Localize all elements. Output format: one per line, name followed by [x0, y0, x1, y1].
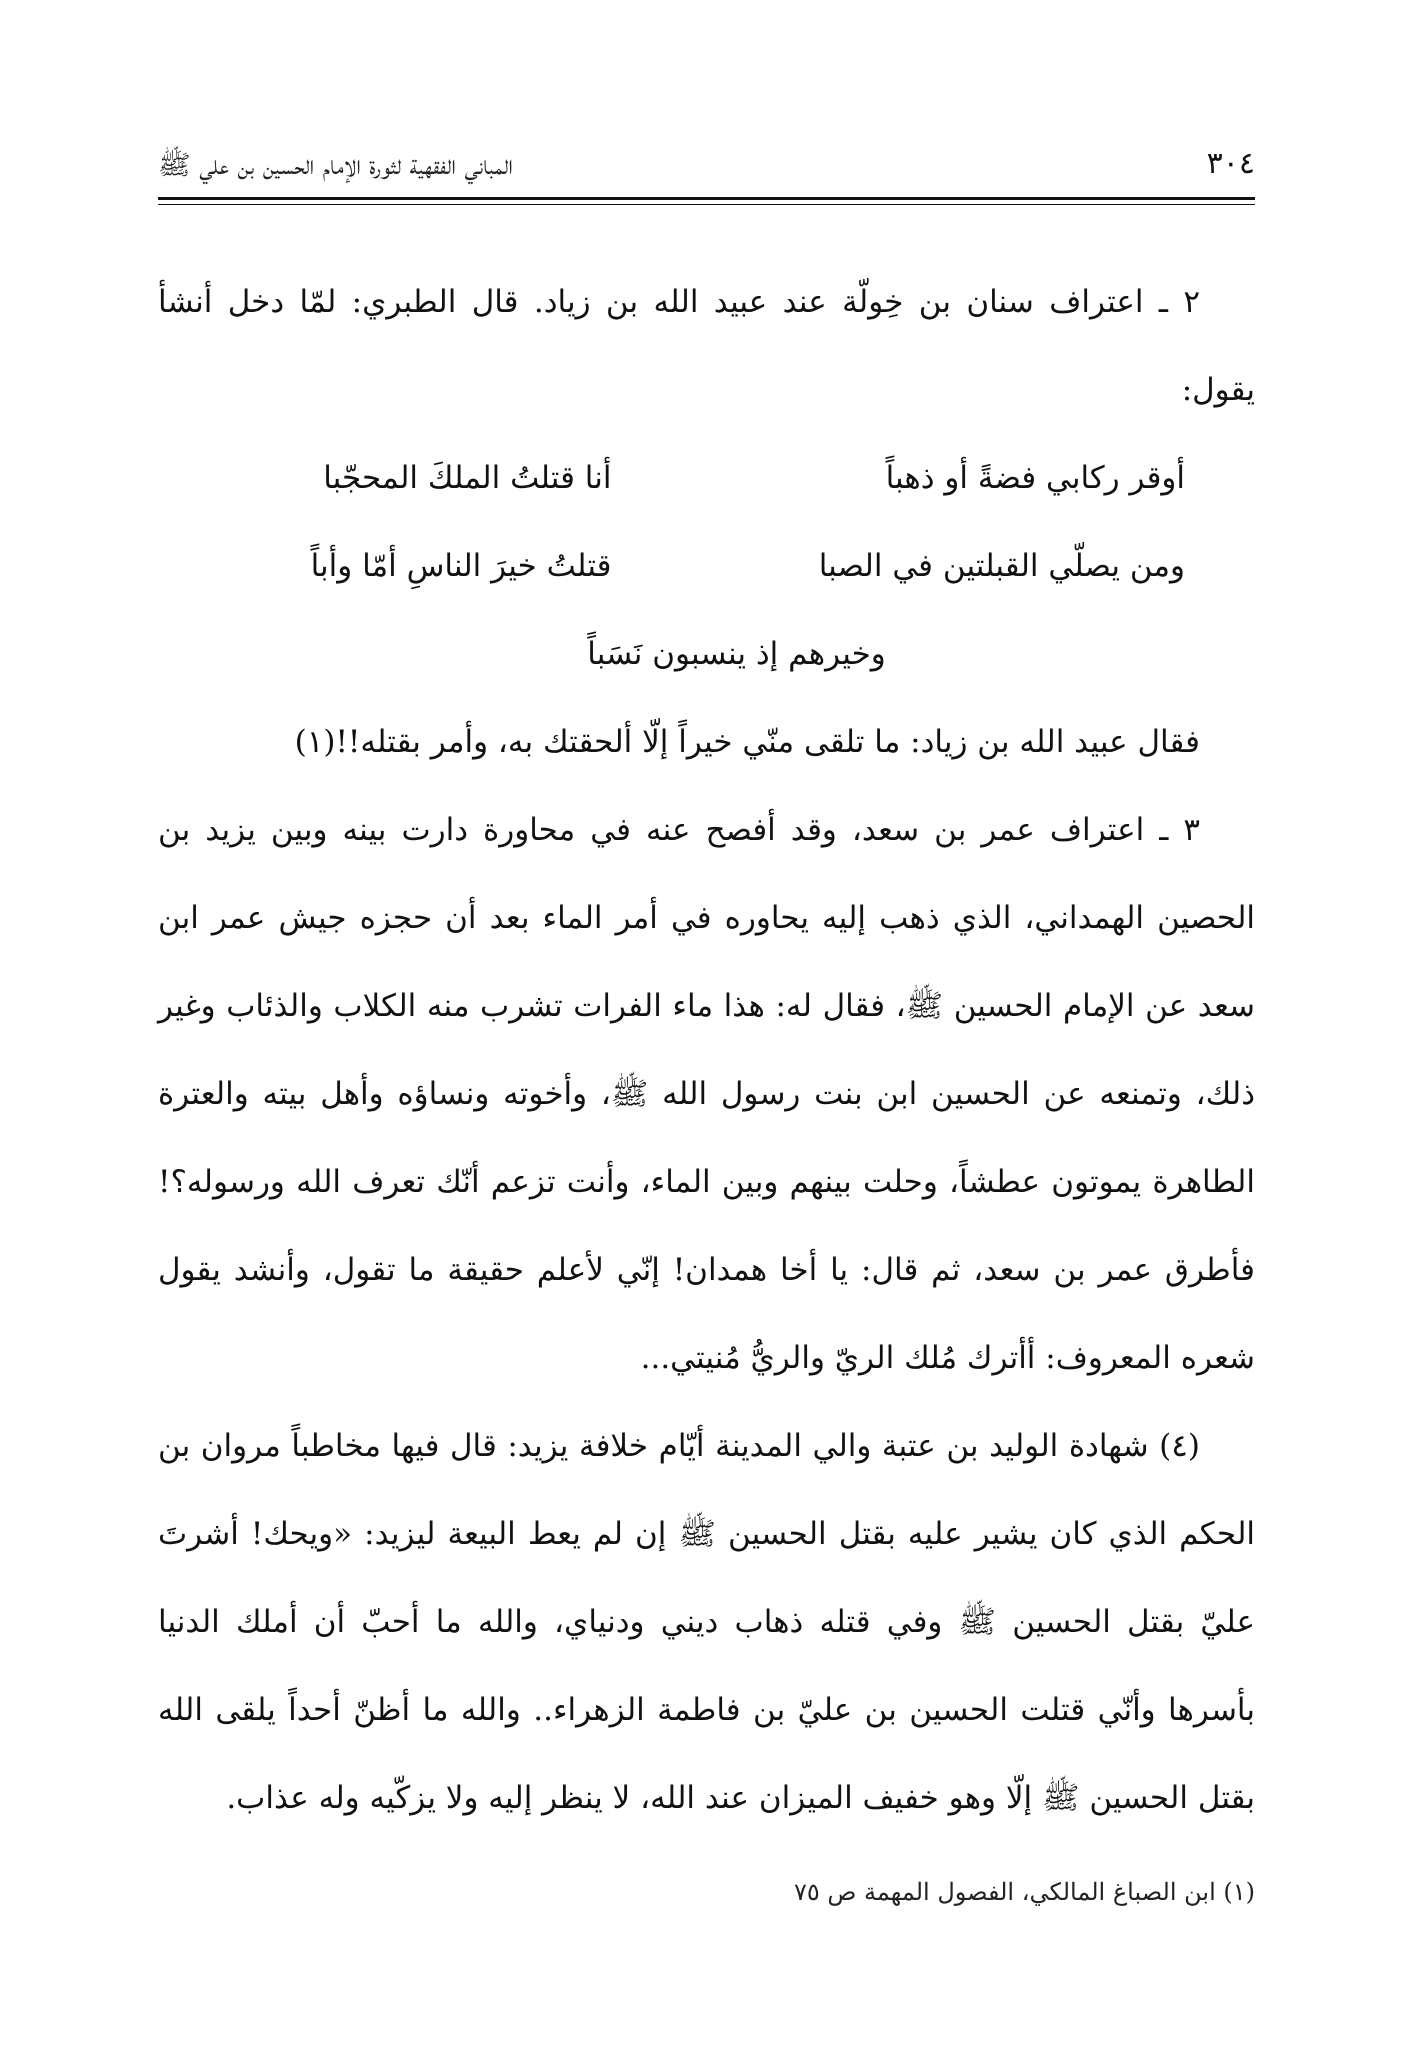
running-header [158, 140, 1255, 196]
hemistich: قتلتُ خيرَ الناسِ أمّا وأباً [310, 548, 612, 584]
page-number: ٣٠٤ [1206, 146, 1255, 181]
header-rule-thin [158, 204, 1255, 205]
poem-line [158, 522, 1255, 610]
header-title: المباني الفقهية لثورة الإمام الحسين بن علي ﷺ [158, 150, 513, 181]
hemistich: ومن يصلّي القبلتين في الصبا [818, 548, 1185, 584]
footnote: (١) ابن الصباغ المالكي، الفصول المهمة ص ٧٥ [793, 1878, 1255, 1906]
header-rule-thick [158, 197, 1255, 200]
paragraph-2-conclusion: فقال عبيد الله بن زياد: ما تلقى منّي خيراً إلّا ألحقتك به، وأمر بقتله!!(١) [294, 724, 1200, 760]
hemistich: أوقر ركابي فضةً أو ذهباً [885, 460, 1185, 496]
paragraph-2-intro: ٢ ـ اعتراف سنان بن خِولّة عند عبيد الله بن زياد. قال الطبري: لمّا دخل أنشأ يقول: [158, 284, 1255, 408]
hemistich: أنا قتلتُ الملكَ المحجّبا [323, 460, 612, 496]
paragraph-4: (٤) شهادة الوليد بن عتبة والي المدينة أيّام خلافة يزيد: قال فيها مخاطباً مروان بن الحكم الذي كان يشير عليه بقتل الحسين ﷺ إن لم يعط البيعة ليزيد: «ويحك! أشرتَ عليّ بقتل الحسين ﷺ وفي قتله ذهاب ديني ودنياي، والله ما أحبّ أن أملك الدنيا بأسرها وأنّي قتلت الحسين بن عليّ بن فاطمة الزهراء.. والله ما أظنّ أحداً يلقى الله بقتل الحسين ﷺ إلّا وهو خفيف الميزان عند الله، لا ينظر إليه ولا يزكّيه وله عذاب. [158, 1428, 1255, 1816]
paragraph-3: ٣ ـ اعتراف عمر بن سعد، وقد أفصح عنه في محاورة دارت بينه وبين يزيد بن الحصين الهمداني، الذي ذهب إليه يحاوره في أمر الماء بعد أن حجزه جيش عمر ابن سعد عن الإمام الحسين ﷺ، فقال له: هذا ماء الفرات تشرب منه الكلاب والذئاب وغير ذلك، وتمنعه عن الحسين ابن بنت رسول الله ﷺ، وأخوته ونساؤه وأهل بيته والعترة الطاهرة يموتون عطشاً، وحلت بينهم وبين الماء، وأنت تزعم أنّك تعرف الله ورسوله؟! فأطرق عمر بن سعد، ثم قال: يا أخا همدان! إنّي لأعلم حقيقة ما تقول، وأنشد يقول شعره المعروف: أأترك مُلك الريّ والريُّ مُنيتي... [158, 812, 1255, 1376]
page-body [158, 258, 1255, 1842]
poem [158, 434, 1255, 698]
poem-line [158, 434, 1255, 522]
poem-final-line: وخيرهم إذ ينسبون نَسَباً [587, 636, 886, 672]
